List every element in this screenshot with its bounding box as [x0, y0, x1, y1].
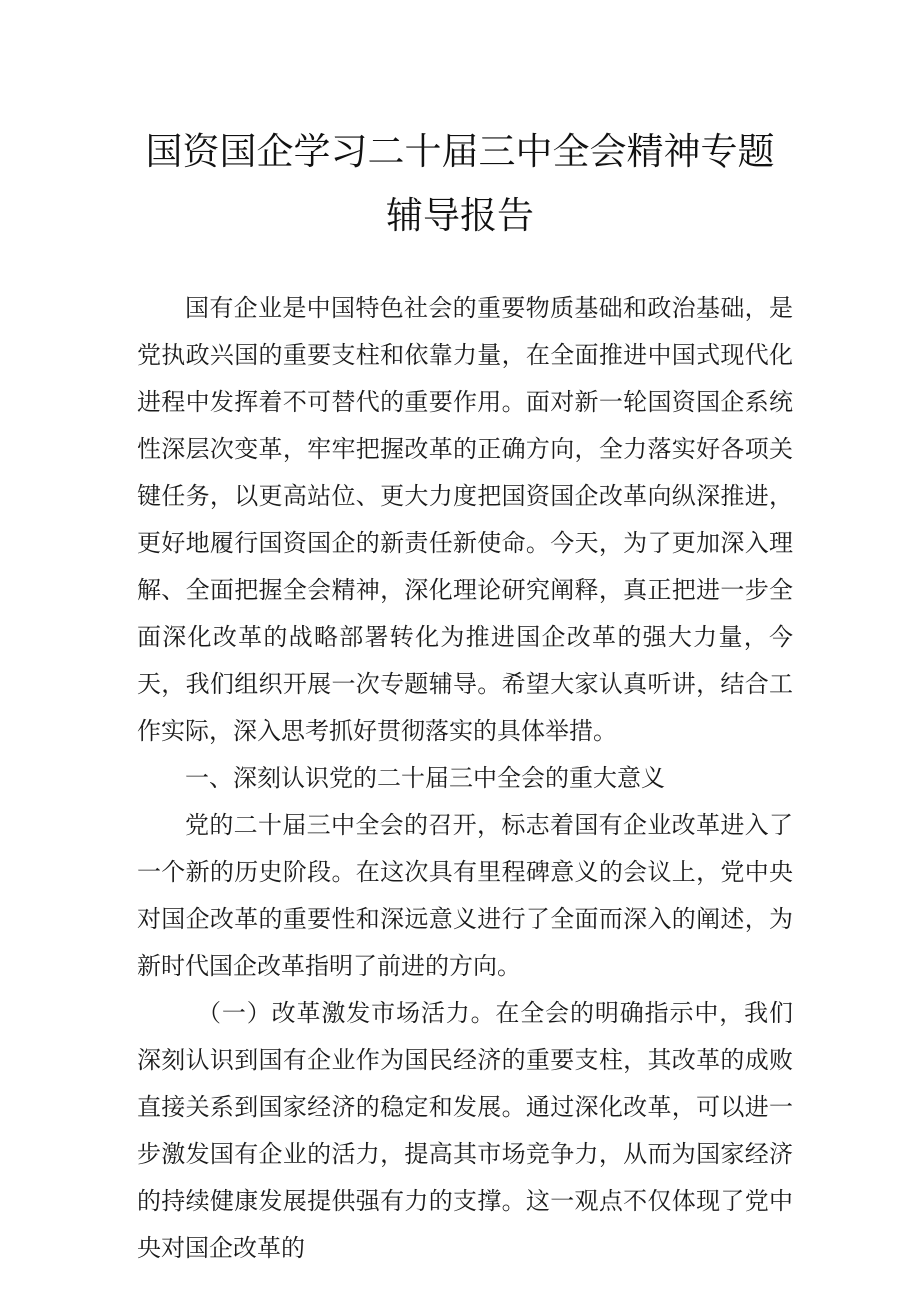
intro-paragraph: 国有企业是中国特色社会的重要物质基础和政治基础，是党执政兴国的重要支柱和依靠力量，在全面推进中国式现代化进程中发挥着不可替代的重要作用。面对新一轮国资国企系统性深层次变革，牢牢把握改革的正确方向，全力落实好各项关键任务，以更高站位、更大力度把国资国企改革向纵深推进，更好地履行国资国企的新责任新使命。今天，为了更加深入理解、全面把握全会精神，深化理论研究阐释，真正把进一步全面深化改革的战略部署转化为推进国企改革的强大力量，今天，我们组织开展一次专题辅导。希望大家认真听讲，结合工作实际，深入思考抓好贯彻落实的具体举措。: [137, 294, 793, 745]
section-heading: 一、深刻认识党的二十届三中全会的重大意义: [185, 764, 665, 792]
document-body: [137, 285, 793, 1272]
subsection-paragraph: （一）改革激发市场活力。在全会的明确指示中，我们深刻认识到国有企业作为国民经济的重要支柱，其改革的成败直接关系到国家经济的稳定和发展。通过深化改革，可以进一步激发国有企业的活力，提高其市场竞争力，从而为国家经济的持续健康发展提供强有力的支撑。这一观点不仅体现了党中央对国企改革的: [137, 999, 793, 1262]
document-title: 国资国企学习二十届三中全会精神专题辅导报告: [145, 130, 775, 237]
section-paragraph: 党的二十届三中全会的召开，标志着国有企业改革进入了一个新的历史阶段。在这次具有里程碑意义的会议上，党中央对国企改革的重要性和深远意义进行了全面而深入的阐述，为新时代国企改革指明了前进的方向。: [137, 811, 793, 980]
